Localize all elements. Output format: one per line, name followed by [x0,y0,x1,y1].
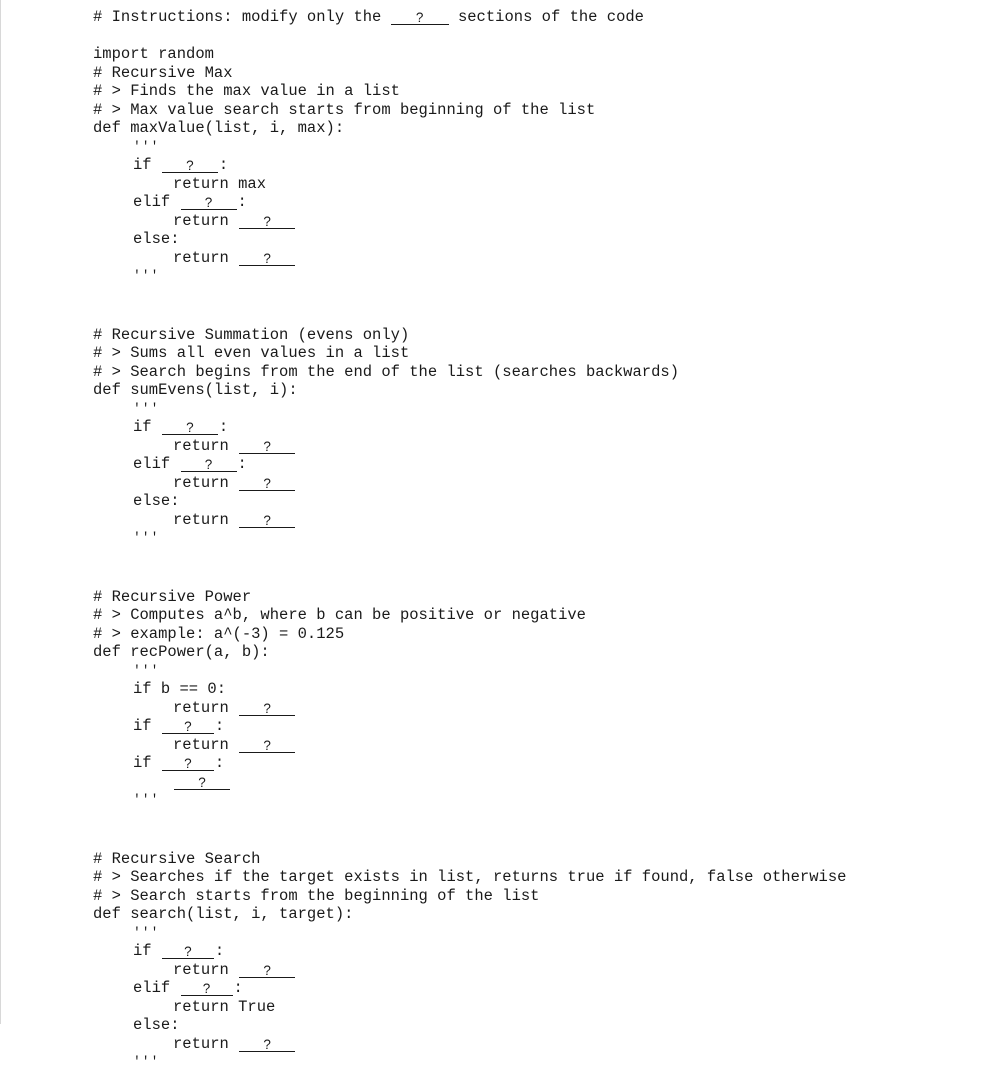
power-if-keyword-1: if [133,717,161,735]
evens-if-return [93,437,993,456]
power-base-return-blank[interactable]: ? [239,702,295,716]
power-if-return [93,736,993,755]
search-elif-line: elif ? : [133,979,243,997]
search-comment-1: # > Searches if the target exists in list, returns true if found, false otherwise [93,868,847,886]
search-if-return [93,961,993,980]
section-evens [93,326,993,548]
search-else: else: [133,1016,180,1034]
search-return-keyword-2: return [173,1034,239,1053]
power-base-return [93,699,993,718]
power-signature: def recPower(a, b): [93,643,270,661]
power-return-keyword-2: return [173,735,239,754]
max-return-keyword-1: return [173,211,239,230]
power-docstring-open: ''' [133,662,160,678]
section-max [93,64,993,286]
power-if-line-1: if ? : [133,717,225,735]
power-comment-2: # > example: a^(-3) = 0.125 [93,624,345,643]
power-final-blank[interactable]: ? [174,776,230,790]
evens-docstring-open: ''' [133,400,160,416]
evens-elif-keyword: elif [133,455,180,473]
power-final-line [93,773,993,792]
power-comment-title: # Recursive Power [93,587,252,606]
search-return-true: return True [173,997,276,1016]
max-comment-title: # Recursive Max [93,63,233,82]
evens-elif-blank[interactable]: ? [181,458,237,472]
max-else-return-blank[interactable]: ? [239,252,295,266]
search-else-return-blank[interactable]: ? [239,1038,295,1052]
evens-if-return-blank[interactable]: ? [239,440,295,454]
max-else: else: [133,230,180,248]
instructions-after: sections of the code [448,8,644,26]
max-if-blank[interactable]: ? [162,159,218,173]
evens-docstring-close: ''' [133,530,160,545]
power-comment-1: # > Computes a^b, where b can be positive or negative [93,606,586,624]
evens-if-line: if ? : [133,418,229,436]
page-border [0,0,1,1024]
instructions-before: # Instructions: modify only the [93,8,391,26]
search-docstring-close: ''' [133,1054,160,1069]
search-if-keyword: if [133,942,161,960]
instructions-blank: ? [391,11,449,25]
search-if-return-blank[interactable]: ? [239,964,295,978]
evens-else-return-blank[interactable]: ? [239,514,295,528]
evens-comment-title: # Recursive Summation (evens only) [93,325,410,344]
evens-return-keyword-3: return [173,510,239,529]
power-if-blank-1[interactable]: ? [162,720,214,734]
power-return-keyword-1: return [173,698,239,717]
search-if-line: if ? : [133,942,225,960]
evens-return-keyword-1: return [173,436,239,455]
evens-if-keyword: if [133,418,161,436]
section-power [93,588,993,810]
search-docstring-open: ''' [133,924,160,940]
max-elif-keyword: elif [133,193,180,211]
power-if-return-blank[interactable]: ? [239,739,295,753]
evens-elif-line: elif ? : [133,455,247,473]
search-if-blank[interactable]: ? [162,945,214,959]
max-return-max: return max [173,174,267,193]
max-comment-2: # > Max value search starts from beginning of the list [93,100,596,119]
max-elif-blank[interactable]: ? [181,196,237,210]
power-if-blank-2[interactable]: ? [162,757,214,771]
evens-signature: def sumEvens(list, i): [93,381,298,399]
evens-comment-1: # > Sums all even values in a list [93,344,410,362]
max-else-return [93,249,993,268]
max-elif-line: elif ? : [133,193,247,211]
evens-else: else: [133,492,180,510]
search-elif-keyword: elif [133,979,180,997]
evens-comment-2: # > Search begins from the end of the list (searches backwards) [93,362,679,381]
max-if-keyword: if [133,156,161,174]
max-return-keyword-2: return [173,248,239,267]
section-search [93,850,993,1072]
max-docstring-close: ''' [133,268,160,283]
evens-return-keyword-2: return [173,473,239,492]
max-if-line: if ? : [133,156,229,174]
power-if-keyword-2: if [133,754,161,772]
import-line: import random [93,45,214,63]
search-return-keyword-1: return [173,960,239,979]
max-signature: def maxValue(list, i, max): [93,119,345,137]
evens-elif-return [93,474,993,493]
evens-if-blank[interactable]: ? [162,421,218,435]
search-signature: def search(list, i, target): [93,905,354,923]
search-else-return [93,1035,993,1054]
code-document [93,8,993,1072]
search-comment-title: # Recursive Search [93,849,261,868]
search-comment-2: # > Search starts from the beginning of the list [93,886,540,905]
power-if-line-2: if ? : [133,754,225,772]
evens-else-return [93,511,993,530]
max-elif-return [93,212,993,231]
power-docstring-close: ''' [133,792,160,807]
max-comment-1: # > Finds the max value in a list [93,82,400,100]
max-elif-return-blank[interactable]: ? [239,215,295,229]
power-base-case: if b == 0: [133,680,227,698]
instructions-line [93,8,993,27]
max-docstring-open: ''' [133,138,160,154]
evens-elif-return-blank[interactable]: ? [239,477,295,491]
search-elif-blank[interactable]: ? [181,982,233,996]
